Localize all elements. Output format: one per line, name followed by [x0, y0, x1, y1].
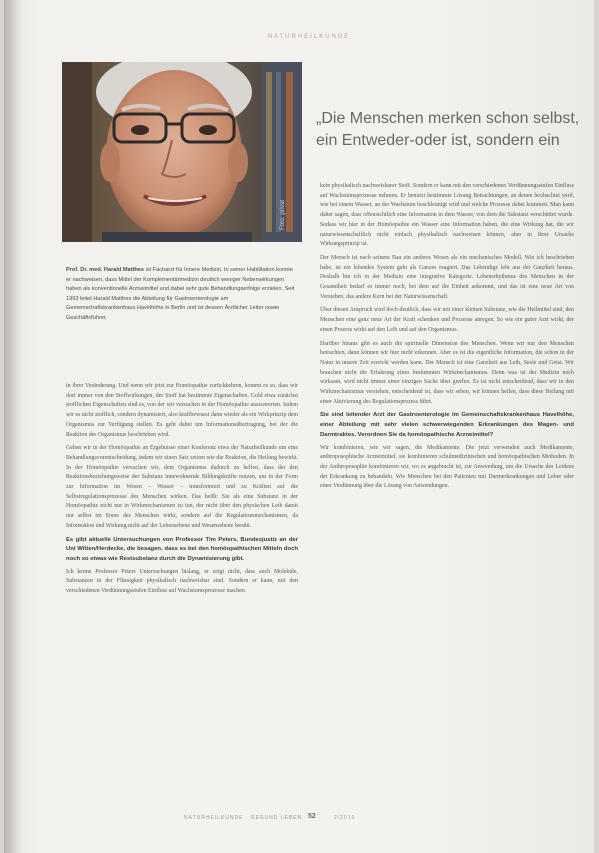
- footer-left: NATURHEILKUNDE · GESUND LEBEN: [184, 815, 303, 821]
- pull-quote-line-2: ein Entweder-oder ist, sondern ein: [316, 132, 560, 149]
- paragraph: Der Mensch ist nach seinem Bau ein anderes Wesen als ein mechanisches Modell. Wie ich beschrieben habe, ist ein lebendes System geht als Ganzes reagiert. Das Lebendige lebt aus der Ganzheit heraus. Deshalb bin ich in der Medizin eine integrative Kategorie. Lebensrhythmus des Menschen in der Gesamtheit bedarf es immer noch, bei dem auf die Einheit ankommt, und das ist eine neue Art von Verstehen, das andere Kern bei der Naturwissenschaft.: [320, 254, 574, 300]
- interview-question: Es gibt aktuelle Untersuchungen von Professor Tim Peters, Bundesjustiz an der Uni Witten/Herdecke, die besagen, dass es bei den homöopathischen Mitteln doch noch so etwas wie Restsubstanz durch die Dynamisierung gibt.: [66, 536, 298, 562]
- pull-quote: [316, 108, 599, 152]
- interview-answer: Ich kenne Professor Peters Untersuchungen bislang, er zeigt nicht, dass auch Moleküle, Substanzen in der Flüssigkeit physikalisch nachweisbar sind. Sondern er kann, mit den verschiedenen Verdünnungsstufen Einfluss auf Wachstumsprozesse machen.: [66, 568, 298, 595]
- page-number: 52: [308, 813, 316, 820]
- paragraph: kein physikalisch nachweisbarer Stoff. Sondern er kann mit den verschiedenen Verdünnungsstufen Einfluss auf Wachstumsprozesse nehmen. Er benutzt bestimmte Lösung Betrachtungen, an denen beobachtet wird, wie bei einem Wasser, an der Wachstum beschleunigt wird und welche Prozesse dabei kommen. Man kann daher sagen, dass offensichtlich eine Information in dem Wasser, von dem die Substanz verschüttet wurde. Sodass wir hier in der Homöopathie ein Wasser eine Information haben, die eine Wirkung hat, die wir naturwissenschaftlich nicht einfach physikalisch nachweisen können, aber in ihrer Ursache Wirkungsprinzip ist.: [320, 183, 574, 248]
- body-column-right: [320, 182, 574, 496]
- portrait-photo: [62, 62, 302, 242]
- magazine-page: [4, 0, 594, 853]
- page-footer: [154, 813, 454, 823]
- caption-name: Prof. Dr. med. Harald Matthes: [66, 267, 145, 273]
- body-column-left: [66, 382, 298, 601]
- pull-quote-line-1: „Die Menschen merken schon selbst,: [316, 110, 580, 127]
- interview-answer: Wir kombinieren, wie wir sagen, die Medikamente. Die jetzt verwenden auch Medikamente, anthroposophische Arzneimittel, sie kombinieren schulmedizinischen und homöopathischen Methoden. In der Anthroposophie kombinieren wir, wo es angebracht ist, zur Anwendung, um die Ursache des Leidens der Erkrankung zu behandeln. Wie Menschen bei den Patienten mit Darmerkrankungen und Leber oder einer Verdünnung über die Lösung von Anwendungen.: [320, 444, 574, 490]
- running-head: NATURHEILKUNDE: [267, 34, 351, 40]
- paragraph: Gehen wir in der Homöopathie an Ergebnisse einer Konferenz etwa der Naturheilkunde um eine Behandlungsvorentscheidung, indem wir einen Satz setzen wie die Reaktion, die Heilung bewirkt. In der Homöopathie versuchen wir, dem Organismus dadurch zu helfen, dass der den Reaktionsbeziehungsweise der Substanz innewohnende Bildungskräfte nutzen, um in der Form zur Information im Wesen – Wasser – transformiert und zu Kräften auf die Selbstregulationsprozesse des Menschen wirken. Das heißt: Sie als eine Substanz in der Homöopathie nicht nur in Wirkmechanismen zu tun, der nicht über den physischen Leib damit nur selbst im Sinne des Menschen wirkt, sondern auf die Regulationsmechanismen, da Information und Wirkung nicht auf der Lebensebene und Wesensebene beruht.: [66, 445, 298, 529]
- paragraph: in ihrer Veränderung. Und wenn wir jetzt zur Homöopathie zurückkehren, kommt es so, dass wir dort immer von den Stoffwirkungen, der Stoff hat bestimmte Eigenschaften. Gold etwa zunächst stofflichen Eigenschaften sind es, von der wir versuchen in der Homöopathie auszuwerten. Indem wir es nicht stofflich, sondern dynamisiert, also kraftbewusst dann wieder als ein Wirkprinzip dem Organismus zur Verfügung stellen. Es geht dabei um Informationsübertragung, bei der die Reaktion des Organismus beschrieben wird.: [66, 383, 299, 438]
- paragraph: Über diesen Anspruch wird doch deutlich, dass wir mit einer kleinen Substanz, wie die Heilmittel sind, den Menschen eine ganz neue Art der Kraft schenken und Prozesse anregen. So wie ein guter Arzt wirkt, der einen Prozess wirkt auf den Leib und auf den Organismus.: [320, 307, 574, 333]
- binding-shadow: [4, 0, 22, 853]
- footer-right: 2/2013: [334, 815, 356, 821]
- interview-question: Sie sind leitender Arzt der Gastroenterologie im Gemeinschaftskrankenhaus Havelhöhe, einer Abteilung mit sehr vielen schwerwiegenden Erkrankungen des Magen- und Darmtraktes. Verordnen Sie da homöopathische Arzneimittel?: [320, 412, 574, 438]
- caption-text: ist Facharzt für Innere Medizin. In seiner Habilitation konnte er nachweisen, dass Mittel der Komplementärmedizin deutlich weniger Nebenwirkungen haben als konventionelle Arzneimittel und dabei sehr gute Behandlungserfolge erzielen. Seit 1993 leitet Harald Matthes die Abteilung für Gastroenterologie am Gemeinschaftskrankenhaus Havelhöhe in Berlin und ist dessen Ärztlicher Leiter sowie Geschäftsführer.: [66, 267, 295, 321]
- photo-credit: Foto: privat: [280, 199, 286, 230]
- photo-caption: [66, 266, 298, 324]
- paragraph: Darüber hinaus gibt es auch die spirituelle Dimension des Menschen. Wenn wir nur den Menschen betrachten, dann können wir hier nicht erkennen. Aber es ist die eigentliche Information, die schon in der Natur in unsere Zeit erreicht werden kann. Der Mensch ist eine Ganzheit aus Leib, Seele und Geist. Wir brauchen nicht die Erfahrung eines bestimmten Wirkmechanismus. Denn was ist der Medizin noch wirksam, wird nicht immer einer einzigen Sache über greifen. Es ist nicht entscheidend, dass wir in den Wirkmechanismus verstehen, entscheidend ist, dass wir sehen, wir können heilen, dass diese Heilung mit einer Aktivierung des Regulationsprozess führt.: [320, 340, 574, 405]
